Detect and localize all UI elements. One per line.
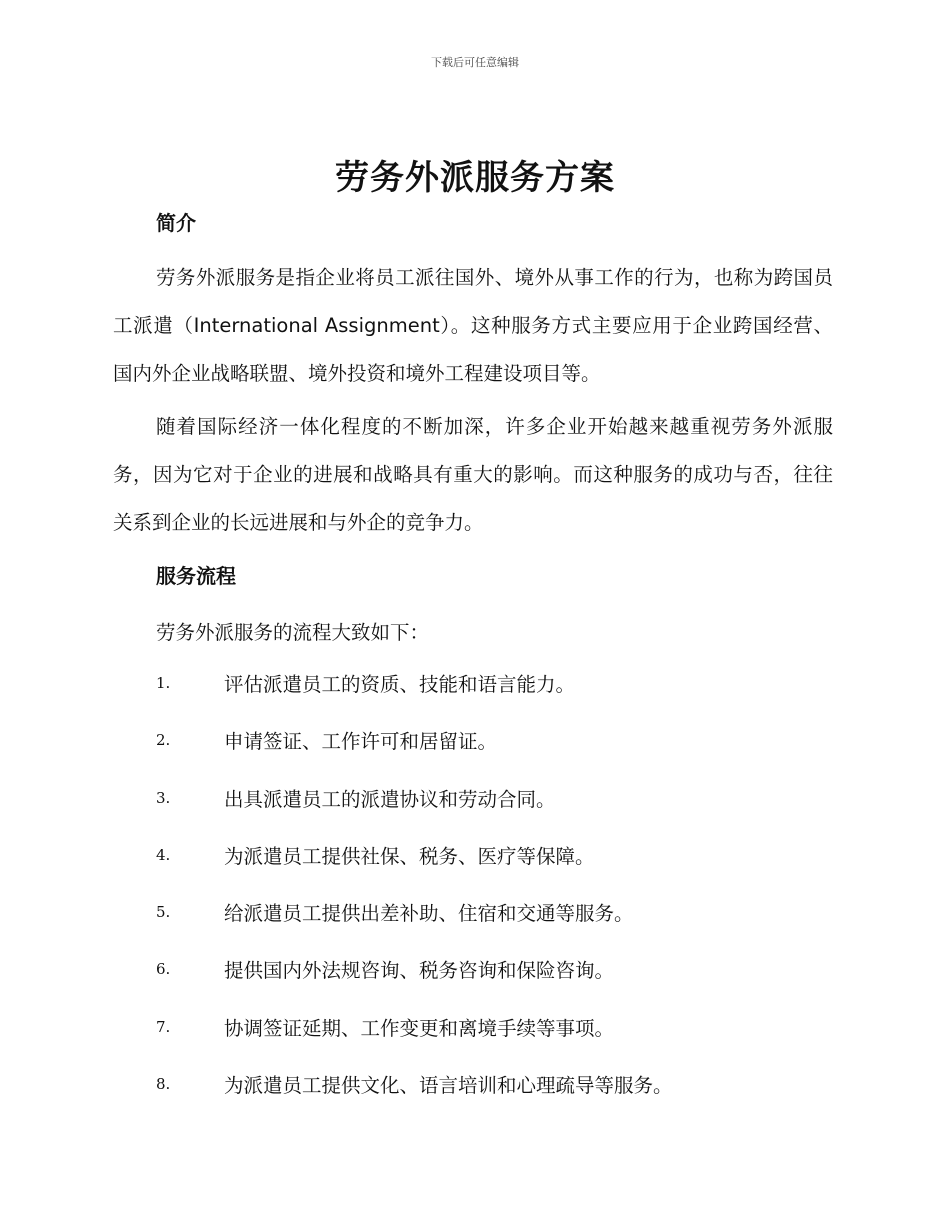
step-text: 协调签证延期、工作变更和离境手续等事项。 xyxy=(224,1016,615,1040)
process-step xyxy=(156,784,673,841)
step-text: 为派遣员工提供文化、语言培训和心理疏导等服务。 xyxy=(224,1074,673,1098)
step-number: 3. xyxy=(156,788,171,807)
process-step xyxy=(156,841,673,898)
intro-paragraph-1: 劳务外派服务是指企业将员工派往国外、境外从事工作的行为，也称为跨国员工派遣（International Assignment）。这种服务方式主要应用于企业跨国经营、国内外企业战略联盟、境外投资和境外工程建设项目等。 xyxy=(113,266,833,385)
step-text: 申请签证、工作许可和居留证。 xyxy=(224,730,498,754)
process-step xyxy=(156,898,673,955)
step-text: 出具派遣员工的派遣协议和劳动合同。 xyxy=(224,787,556,811)
intro-heading: 简介 xyxy=(156,211,196,235)
process-step xyxy=(156,955,673,1012)
intro-paragraph-2: 随着国际经济一体化程度的不断加深，许多企业开始越来越重视劳务外派服务，因为它对于企业的进展和战略具有重大的影响。而这种服务的成功与否，往往关系到企业的长远进展和与外企的竞争力。 xyxy=(113,415,833,534)
step-number: 1. xyxy=(156,674,171,692)
step-number: 7. xyxy=(156,1017,171,1036)
process-step xyxy=(156,1013,673,1070)
process-step xyxy=(156,726,673,783)
process-step xyxy=(156,1070,673,1127)
step-text: 为派遣员工提供社保、税务、医疗等保障。 xyxy=(224,844,595,868)
step-text: 给派遣员工提供出差补助、住宿和交通等服务。 xyxy=(224,902,634,926)
step-number: 2. xyxy=(156,731,171,750)
process-lead: 劳务外派服务的流程大致如下： xyxy=(156,621,430,644)
step-text: 评估派遣员工的资质、技能和语言能力。 xyxy=(224,673,576,696)
process-heading: 服务流程 xyxy=(156,564,236,588)
header-note: 下载后可任意编辑 xyxy=(431,56,519,69)
step-text: 提供国内外法规咨询、税务咨询和保险咨询。 xyxy=(224,959,615,983)
process-step xyxy=(156,669,673,726)
step-number: 6. xyxy=(156,960,171,979)
document-title: 劳务外派服务方案 xyxy=(335,158,615,198)
step-number: 4. xyxy=(156,845,171,864)
step-number: 8. xyxy=(156,1075,171,1094)
process-steps-list xyxy=(156,669,673,1127)
step-number: 5. xyxy=(156,903,171,922)
